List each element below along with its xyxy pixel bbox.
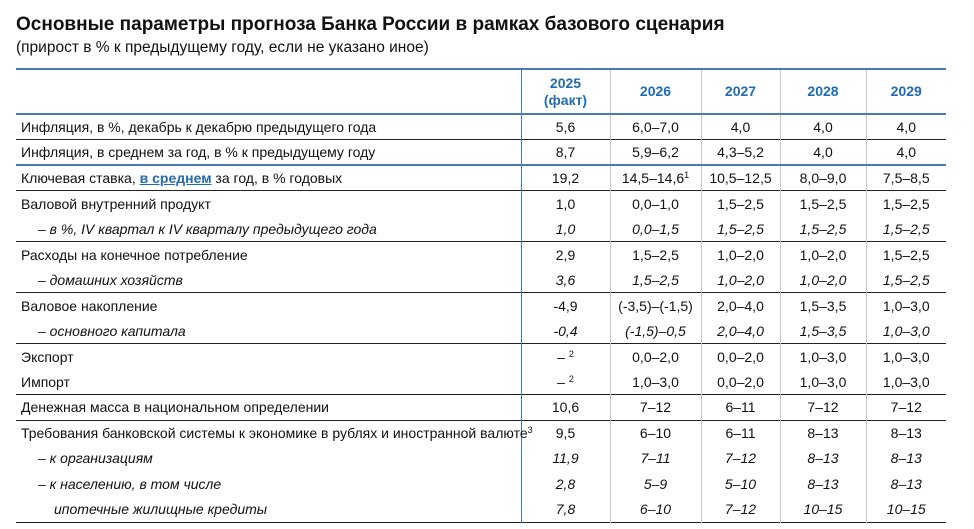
row-label: – основного капитала [38, 322, 186, 339]
cell-2026: 5,9–6,2 [610, 140, 701, 166]
cell-2029: 7,5–8,5 [866, 165, 946, 191]
cell-2029: 1,0–3,0 [866, 293, 946, 319]
cell-2026: 0,0–2,0 [610, 344, 701, 370]
cell-2026: 6,0–7,0 [610, 114, 701, 140]
cell-2025: 5,6 [521, 114, 610, 140]
table-row [16, 114, 946, 140]
cell-2025: 9,5 [521, 420, 610, 446]
cell-2028: 1,0–2,0 [780, 242, 866, 268]
cell-2025: 11,9 [521, 446, 610, 472]
column-note: (факт) [543, 91, 588, 108]
row-label-text: за год, в % годовых [211, 170, 343, 186]
row-label: – к населению, в том числе [38, 475, 222, 492]
cell-2027: 0,0–2,0 [701, 344, 780, 370]
row-label: Экспорт [21, 348, 74, 365]
cell-value: – [557, 348, 565, 365]
page-title: Основные параметры прогноза Банка России в рамках базового сценария [16, 14, 725, 35]
table-row [16, 369, 946, 395]
forecast-table [16, 68, 946, 523]
cell-2025: 7,8 [521, 497, 610, 523]
cell-2026: 7–12 [610, 395, 701, 421]
cell-2029: 7–12 [866, 395, 946, 421]
cell-2027: 7–12 [701, 446, 780, 472]
row-label [16, 420, 533, 446]
table-row [16, 267, 946, 293]
cell-2028: 1,0–3,0 [780, 344, 866, 370]
cell-2029: 1,0–3,0 [866, 344, 946, 370]
cell-2029: 4,0 [866, 114, 946, 140]
footnote-mark: 1 [684, 170, 690, 180]
cell-2025: 2,9 [521, 242, 610, 268]
table-row [16, 395, 946, 421]
table-row [16, 318, 946, 344]
cell-2026: 1,0–3,0 [610, 369, 701, 395]
cell-2025: 2,8 [521, 471, 610, 497]
cell-2028: 1,0–3,0 [780, 369, 866, 395]
cell-2027: 2,0–4,0 [701, 318, 780, 344]
cell-value: 14,5–14,6 [621, 170, 685, 186]
cell-2027: 1,5–2,5 [701, 191, 780, 217]
header-label-cell [16, 69, 521, 114]
cell-2025: -4,9 [521, 293, 610, 319]
cell-2025: 8,7 [521, 140, 610, 166]
column-year: 2025 [549, 74, 582, 91]
cell-2028: 1,5–2,5 [780, 191, 866, 217]
cell-2027: 6–11 [701, 395, 780, 421]
cell-2028: 1,5–3,5 [780, 293, 866, 319]
row-label: – домашних хозяйств [38, 271, 183, 288]
cell-2026: 1,5–2,5 [610, 242, 701, 268]
cell-2028: 1,0–2,0 [780, 267, 866, 293]
row-label: – к организациям [38, 450, 153, 467]
cell-2028: 10–15 [780, 497, 866, 523]
cell-2027: 4,0 [701, 114, 780, 140]
column-header-2029: 2029 [866, 69, 946, 114]
column-header-2025 [521, 69, 610, 114]
page-subtitle: (прирост в % к предыдущему году, если не указано иное) [16, 39, 429, 56]
cell-2026: 6–10 [610, 497, 701, 523]
cell-2026 [610, 165, 701, 191]
row-label: ипотечные жилищные кредиты [54, 501, 268, 517]
cell-2027: 1,5–2,5 [701, 216, 780, 242]
cell-2025: 1,0 [521, 191, 610, 217]
table-row [16, 446, 946, 472]
cell-2029: 1,5–2,5 [866, 216, 946, 242]
row-label: Денежная масса в национальном определении [21, 399, 329, 416]
cell-2025: 10,6 [521, 395, 610, 421]
row-label: Инфляция, в среднем за год, в % к предыдущему году [21, 144, 376, 160]
cell-2025 [521, 369, 610, 395]
row-label [16, 165, 521, 191]
row-label: – в %, IV квартал к IV кварталу предыдущего года [38, 220, 377, 237]
cell-value: – [557, 373, 565, 390]
cell-2027: 4,3–5,2 [701, 140, 780, 166]
column-header-2027: 2027 [701, 69, 780, 114]
cell-2026: (-1,5)–0,5 [610, 318, 701, 344]
row-label: Расходы на конечное потребление [21, 246, 248, 263]
cell-2025 [521, 344, 610, 370]
cell-2029: 1,0–3,0 [866, 318, 946, 344]
table-row [16, 165, 946, 191]
cell-2027: 1,0–2,0 [701, 242, 780, 268]
cell-2027: 6–11 [701, 420, 780, 446]
table-row [16, 216, 946, 242]
table-row [16, 344, 946, 370]
cell-2026: 0,0–1,5 [610, 216, 701, 242]
cell-2029: 8–13 [866, 471, 946, 497]
cell-2027: 10,5–12,5 [701, 165, 780, 191]
cell-2029: 8–13 [866, 420, 946, 446]
table-row [16, 471, 946, 497]
cell-2028: 8–13 [780, 446, 866, 472]
cell-2028: 7–12 [780, 395, 866, 421]
cell-2028: 8,0–9,0 [780, 165, 866, 191]
cell-2026: 0,0–1,0 [610, 191, 701, 217]
cell-2026: 1,5–2,5 [610, 267, 701, 293]
cell-2025: 3,6 [521, 267, 610, 293]
cell-2025: 1,0 [521, 216, 610, 242]
cell-2029: 1,5–2,5 [866, 242, 946, 268]
row-label-text: Требования банковской системы к экономике в рублях и иностранной валюте [21, 425, 528, 441]
cell-2027: 2,0–4,0 [701, 293, 780, 319]
cell-2028: 8–13 [780, 420, 866, 446]
cell-2028: 1,5–2,5 [780, 216, 866, 242]
average-link[interactable]: в среднем [139, 170, 212, 186]
cell-2029: 1,0–3,0 [866, 369, 946, 395]
cell-2029: 1,5–2,5 [866, 191, 946, 217]
cell-2026: 7–11 [610, 446, 701, 472]
cell-2028: 8–13 [780, 471, 866, 497]
cell-2028: 4,0 [780, 140, 866, 166]
row-label: Валовое накопление [21, 297, 158, 314]
cell-2027: 5–10 [701, 471, 780, 497]
cell-2029: 8–13 [866, 446, 946, 472]
header-row [16, 69, 946, 114]
table-row [16, 497, 946, 523]
cell-2027: 0,0–2,0 [701, 369, 780, 395]
cell-2026: (-3,5)–(-1,5) [610, 293, 701, 319]
row-label-text: Ключевая ставка, [21, 170, 140, 186]
footnote-mark: 3 [527, 425, 533, 435]
cell-2029: 4,0 [866, 140, 946, 166]
table-row [16, 191, 946, 217]
cell-2027: 1,0–2,0 [701, 267, 780, 293]
table-row [16, 420, 946, 446]
column-header-2026: 2026 [610, 69, 701, 114]
footnote-mark: 2 [568, 348, 574, 359]
row-label: Инфляция, в %, декабрь к декабрю предыдущего года [21, 119, 377, 135]
table-row [16, 242, 946, 268]
cell-2028: 4,0 [780, 114, 866, 140]
column-header-2028: 2028 [780, 69, 866, 114]
cell-2028: 1,5–3,5 [780, 318, 866, 344]
cell-2026: 6–10 [610, 420, 701, 446]
cell-2029: 10–15 [866, 497, 946, 523]
cell-2026: 5–9 [610, 471, 701, 497]
cell-2027: 7–12 [701, 497, 780, 523]
footnote-mark: 2 [568, 373, 574, 384]
row-label: Импорт [21, 373, 70, 390]
table-row [16, 140, 946, 166]
table-row [16, 293, 946, 319]
cell-2029: 1,5–2,5 [866, 267, 946, 293]
cell-2025: -0,4 [521, 318, 610, 344]
row-label: Валовой внутренний продукт [21, 195, 211, 212]
cell-2025: 19,2 [521, 165, 610, 191]
